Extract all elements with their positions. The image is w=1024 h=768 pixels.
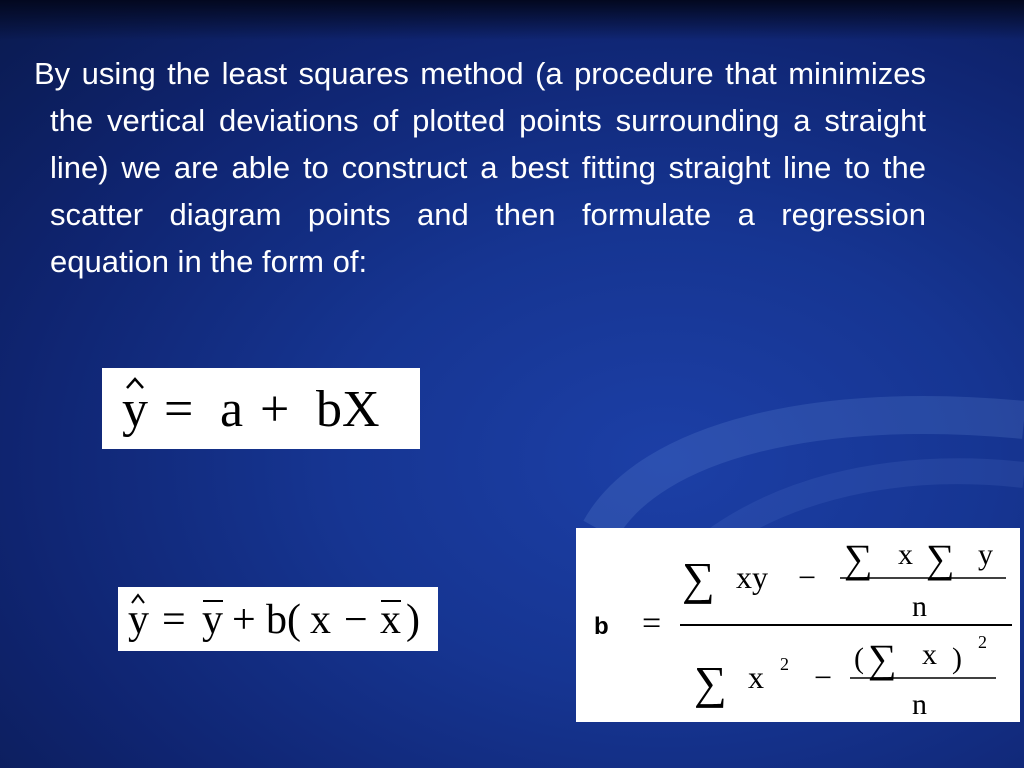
equation-regression-form: [102, 368, 420, 449]
eq3-num-minus: −: [798, 559, 817, 595]
eq1-plus: +: [260, 381, 290, 438]
eq3-den-sigma2: ∑: [868, 636, 897, 681]
eq2-equals: =: [162, 597, 186, 643]
eq2-b: b(: [266, 597, 301, 643]
eq2-plus: +: [232, 597, 256, 643]
equation-slope-formula: [576, 528, 1020, 722]
eq3-num-sigma: ∑: [682, 553, 715, 604]
eq3-equals: =: [642, 605, 662, 642]
top-shadow-band: [0, 0, 1024, 40]
eq2-xbar: x: [380, 597, 401, 643]
eq3-num-n: n: [912, 590, 927, 623]
eq2-yhat: y: [128, 597, 149, 643]
body-paragraph: By using the least squares method (a procedure that minimizes the vertical deviations of plotted points surrounding a straight line) we are able to construct a best fitting straight line to the scatter diagram points and then formulate a regression equation in the form of:: [34, 56, 926, 279]
eq2-ybar: y: [202, 597, 223, 643]
eq3-den-n: n: [912, 688, 927, 721]
eq3-den-x: x: [748, 659, 764, 695]
eq2-minus: −: [344, 597, 368, 643]
eq3-num-y: y: [978, 538, 993, 571]
eq3-den-exp: 2: [780, 654, 789, 674]
eq1-a: a: [220, 381, 244, 438]
eq3-den-minus: −: [814, 659, 833, 695]
eq2-x: x: [310, 597, 331, 643]
eq3-num-xy: xy: [736, 559, 768, 595]
equation-mean-form: [118, 587, 438, 651]
eq3-den-exp2: 2: [978, 632, 987, 652]
eq1-yhat: y: [122, 381, 148, 438]
eq3-den-open-paren: (: [854, 642, 864, 675]
eq1-bx: bX: [316, 381, 380, 438]
eq3-den-sigma: ∑: [694, 657, 727, 708]
eq1-equals: =: [164, 381, 194, 438]
eq3-num-sigma3: ∑: [926, 536, 955, 581]
eq3-num-x: x: [898, 538, 913, 571]
eq3-den-close-paren: ): [952, 642, 962, 675]
eq3-den-x2: x: [922, 638, 937, 671]
eq3-b-label: b: [594, 613, 609, 640]
eq3-num-sigma2: ∑: [844, 536, 873, 581]
eq2-close: ): [406, 597, 420, 643]
